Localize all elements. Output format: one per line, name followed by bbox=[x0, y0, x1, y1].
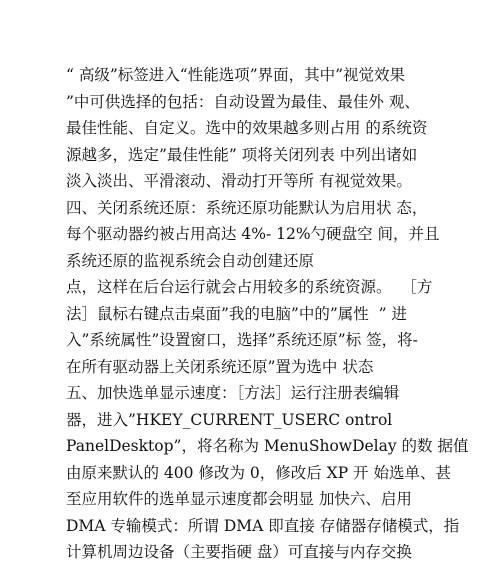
text-line-17: 至应用软件的选单显示速度都会明显 加快六、启用 bbox=[66, 490, 412, 508]
text-line-10: 法］鼠标右键点击桌面”我的电脑”中的”属性 ” 进 bbox=[66, 304, 407, 323]
text-line-16: 由原来默认的 400 修改为 0，修改后 XP 开 始选单、甚 bbox=[66, 463, 451, 482]
text-line-11: 入”系统属性”设置窗口，选择”系统还原”标 签，将- bbox=[66, 331, 418, 349]
text-line-2: ”中可供选择的包括：自动设置为最佳、最佳外 观、 bbox=[66, 92, 420, 111]
text-line-1: “ 高级”标签进入“性能选项”界面，其中”视觉效果 bbox=[66, 66, 406, 84]
text-line-19: 计算机周边设备（主要指硬 盘）可直接与内存交换 bbox=[66, 543, 412, 561]
text-line-3: 最佳性能、自定义。选中的效果越多则占用 的系统资 bbox=[66, 119, 428, 137]
text-line-14: 器，进入”HKEY_CURRENT_USERC ontrol bbox=[66, 410, 393, 429]
text-line-18: DMA 专输模式：所谓 DMA 即直接 存储器存储模式，指 bbox=[66, 516, 460, 535]
text-line-7: 每个驱动器约被占用高达 4%- 12%勺硬盘空 间，并且 bbox=[66, 225, 440, 243]
text-line-8: 系统还原的监视系统会自动创建还原 bbox=[66, 251, 315, 270]
text-line-9: 点，这样在后台运行就会占用较多的系统资源。 ［方 bbox=[66, 278, 433, 296]
text-line-5: 淡入淡出、平滑滚动、滑动打开等所 有视觉效果。 bbox=[66, 172, 412, 190]
body-text bbox=[66, 62, 469, 566]
text-line-15: PanelDesktop”，将名称为 MenuShowDelay 的数 据值 bbox=[66, 437, 469, 455]
text-line-6: 四、关闭系统还原：系统还原功能默认为启用状 态， bbox=[66, 198, 428, 217]
text-line-12: 在所有驱动器上关闭系统还原”置为选中 状态 bbox=[66, 357, 374, 376]
text-line-4: 源越多，选定”最佳性能” 项将关闭列表 中列出诸如 bbox=[66, 145, 418, 164]
text-line-13: 五、加快选单显示速度：［方法］运行注册表编辑 bbox=[66, 384, 400, 402]
